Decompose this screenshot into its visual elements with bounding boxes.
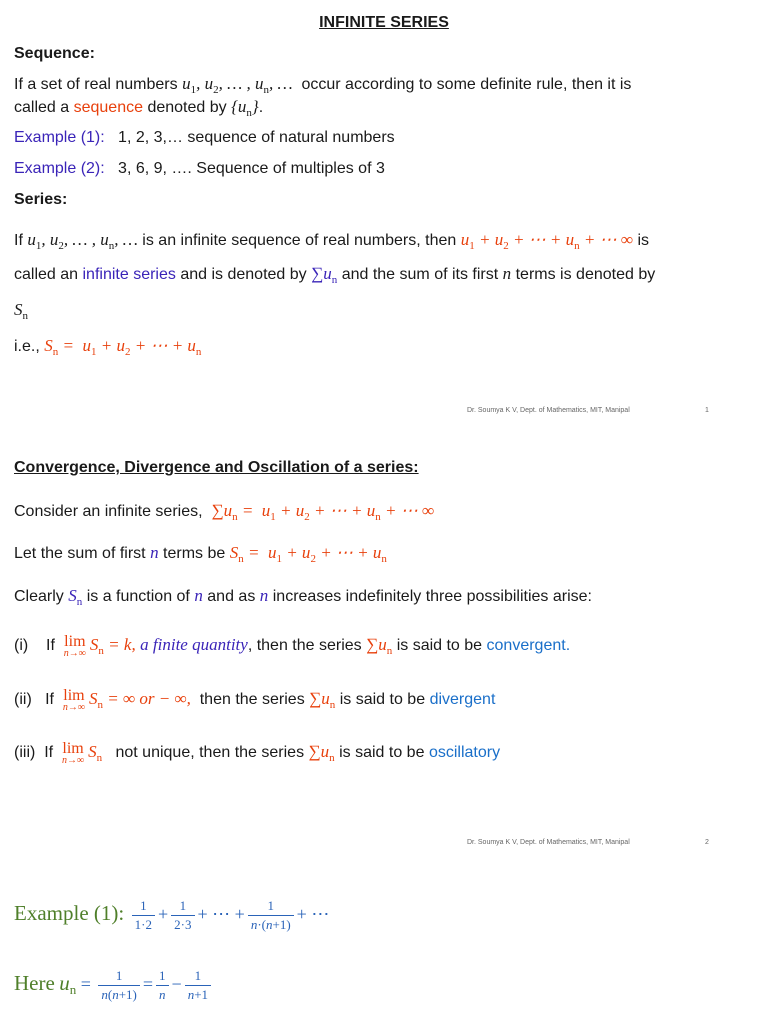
section-title: Convergence, Divergence and Oscillation of a series: (14, 459, 419, 476)
sequence-definition-line1: If a set of real numbers $u_1$, $u_2$, … , $u_n$, … occur according to some definite rule, then it is (14, 74, 632, 96)
footer-credit: Dr. Soumya K V, Dept. of Mathematics, MIT, Manipal (467, 839, 630, 846)
footer-credit: Dr. Soumya K V, Dept. of Mathematics, MIT, Manipal (467, 407, 630, 414)
slide-2 (0, 430, 768, 860)
series-definition-line1: If $u_1$, $u_2$, … , $u_n$, … is an infinite sequence of real numbers, then $u_1 + u_2$ + ⋯ + $u_n$ + ⋯ ∞ is (14, 230, 650, 252)
sequence-definition-line2: called a sequence denoted by $\{u_n\}$. (14, 97, 264, 119)
series-definition-line3: $S_n$ (14, 300, 28, 322)
infinite-series-keyword: infinite series (82, 266, 176, 283)
case-oscillatory: (iii) If lim n→∞ $S_n$ not unique, then the series $\sum u_n$ is said to be oscillatory (14, 740, 501, 766)
example-1: Example (1): 1, 2, 3,… sequence of natural numbers (14, 129, 395, 146)
page-title: INFINITE SERIES (319, 14, 449, 31)
partial-sum-line: Let the sum of first n terms be $S_n = u_1 + u_2$ + ⋯ + $u_n$ (14, 543, 387, 565)
oscillatory-keyword: oscillatory (428, 744, 501, 761)
divergent-keyword: divergent (429, 691, 496, 708)
partial-sum-formula: i.e., $S_n = u_1 + u_2$ + ⋯ + $u_n$ (14, 336, 202, 358)
convergent-keyword: convergent. (486, 637, 571, 654)
general-term: Here un = $\frac{1}{n(n+1)}$ = $\frac{1}{n}$ − $\frac{1}{n+1}$ (14, 966, 214, 1004)
slide-1 (0, 0, 768, 430)
sequence-heading: Sequence: (14, 45, 95, 62)
page-number: 1 (705, 407, 709, 414)
consider-series: Consider an infinite series, $\sum u_n = u_1 + u_2$ + ⋯ + $u_n$ + ⋯ ∞ (14, 501, 435, 523)
sequence-keyword: sequence (73, 99, 143, 116)
slide-3 (0, 860, 768, 1024)
page-number: 2 (705, 839, 709, 846)
clearly-line: Clearly $S_n$ is a function of n and as n increases indefinitely three possibilities arise: (14, 586, 592, 608)
example-series: Example (1): $\frac{1}{1\cdot 2}$ + $\frac{1}{2\cdot 3}$ + ⋯ + $\frac{1}{n\cdot(n+1)}$ + ⋯ (14, 898, 330, 933)
case-convergent: (i) If lim n→∞ $S_n = k$, a finite quantity, then the series $\sum u_n$ is said to be convergent. (14, 633, 571, 659)
series-definition-line2: called an infinite series and is denoted by $\sum u_n$ and the sum of its first n terms is denoted by (14, 264, 656, 286)
example-2: Example (2): 3, 6, 9, …. Sequence of multiples of 3 (14, 160, 385, 177)
series-heading: Series: (14, 191, 68, 208)
case-divergent: (ii) If lim n→∞ $S_n$ = ∞ or − ∞, then the series $\sum u_n$ is said to be divergent (14, 687, 496, 713)
